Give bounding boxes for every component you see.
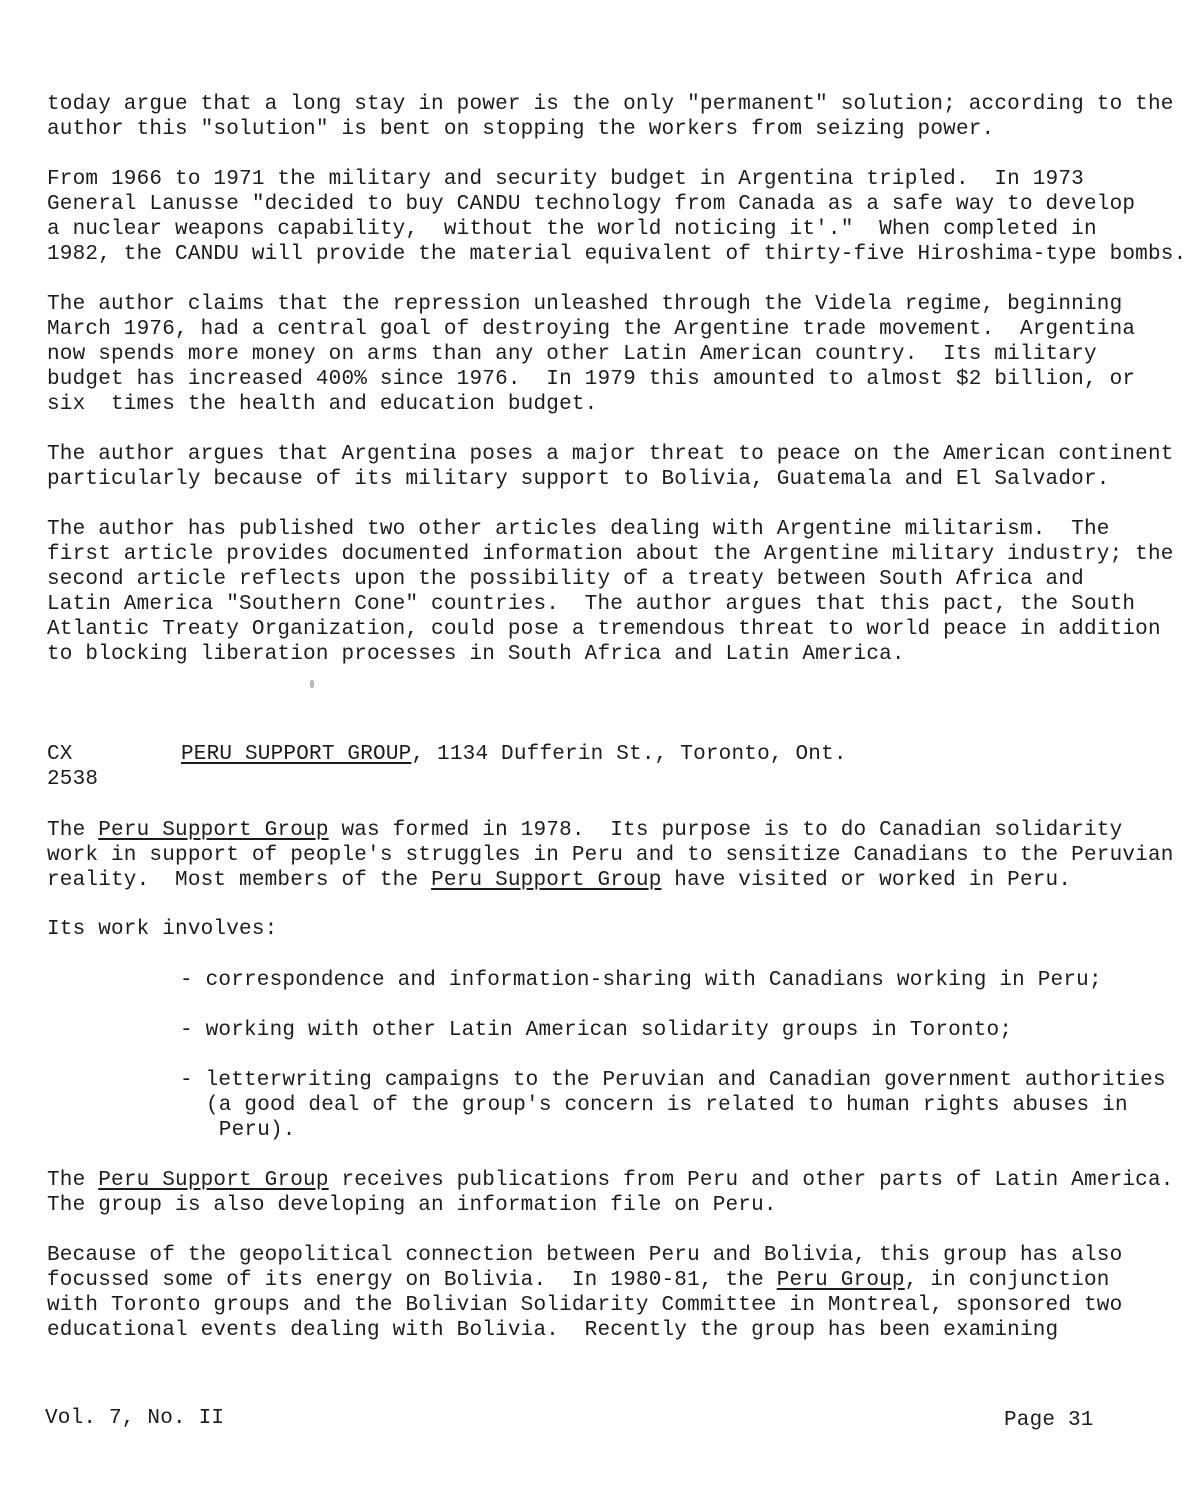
text-line: second article reflects upon the possibility of a treaty between South Africa and — [47, 568, 1084, 591]
text-line: reality. Most members of the Peru Support Group have visited or worked in Peru. — [47, 869, 1072, 892]
peru-group-underlined: Peru Group — [776, 1269, 905, 1292]
text-line: From 1966 to 1971 the military and security budget in Argentina tripled. In 1973 — [47, 168, 1084, 191]
scan-speck — [310, 680, 314, 688]
entry-code-prefix: CX — [47, 743, 73, 766]
text-line: Its work involves: — [47, 918, 278, 941]
text-line: March 1976, had a central goal of destroying the Argentine trade movement. Argentina — [47, 318, 1136, 341]
text-line: work in support of people's struggles in Peru and to sensitize Canadians to the Peruvian — [47, 844, 1174, 867]
organization-heading — [181, 742, 847, 767]
text-line: The author has published two other articles dealing with Argentine militarism. The — [47, 518, 1110, 541]
text-line: The author claims that the repression unleashed through the Videla regime, beginning — [47, 293, 1123, 316]
paragraph-military-budget — [47, 167, 1186, 267]
footer-volume: Vol. 7, No. II — [45, 1407, 225, 1430]
text-line: focussed some of its energy on Bolivia. In 1980-81, the Peru Group, in conjunction — [47, 1269, 1110, 1292]
list-item-correspondence — [180, 968, 1160, 993]
group-name-underlined: Peru Support Group — [431, 869, 662, 892]
organization-name: PERU SUPPORT GROUP — [181, 743, 412, 766]
list-item-solidarity-groups — [180, 1018, 1160, 1043]
text-line: Atlantic Treaty Organization, could pose a tremendous threat to world peace in addition — [47, 618, 1161, 641]
group-name-underlined: Peru Support Group — [98, 1169, 329, 1192]
text-line: Peru). — [206, 1119, 296, 1142]
text-line: - letterwriting campaigns to the Peruvian and Canadian government authorities — [180, 1069, 1166, 1092]
text-line: particularly because of its military support to Bolivia, Guatemala and El Salvador. — [47, 468, 1110, 491]
text-line: author this "solution" is bent on stopping the workers from seizing power. — [47, 118, 995, 141]
text-line: The author argues that Argentina poses a major threat to peace on the American continent — [47, 443, 1174, 466]
text-line: - working with other Latin American solidarity groups in Toronto; — [180, 1019, 1013, 1042]
paragraph-peru-purpose — [47, 818, 1174, 893]
paragraph-videla-regime — [47, 292, 1157, 417]
text-line: General Lanusse "decided to buy CANDU technology from Canada as a safe way to develop — [47, 193, 1136, 216]
paragraph-threat-to-peace — [47, 442, 1174, 492]
group-name-underlined: Peru Support Group — [98, 819, 329, 842]
paragraph-permanent-solution — [47, 92, 1174, 142]
paragraph-publications — [47, 1168, 1174, 1218]
entry-code — [47, 742, 98, 792]
entry-code-number: 2538 — [47, 768, 99, 791]
text-line: (a good deal of the group's concern is related to human rights abuses in — [206, 1094, 1128, 1117]
list-item-letterwriting — [180, 1068, 1166, 1143]
text-line: to blocking liberation processes in South Africa and Latin America. — [47, 643, 905, 666]
footer-page-number: Page 31 — [1004, 1409, 1094, 1432]
paragraph-bolivia — [47, 1243, 1157, 1343]
paragraph-work-involves — [47, 917, 1157, 942]
text-line: a nuclear weapons capability, without the world noticing it'." When completed in — [47, 218, 1097, 241]
text-line: budget has increased 400% since 1976. In 1979 this amounted to almost $2 billion, or — [47, 368, 1136, 391]
text-line: six times the health and education budget. — [47, 393, 598, 416]
text-line: today argue that a long stay in power is the only "permanent" solution; according to the — [47, 93, 1174, 116]
paragraph-other-articles — [47, 517, 1174, 667]
text-line: first article provides documented information about the Argentine military industry; the — [47, 543, 1174, 566]
text-line: 1982, the CANDU will provide the material equivalent of thirty-five Hiroshima-type bombs. — [47, 243, 1186, 266]
text-line: - correspondence and information-sharing with Canadians working in Peru; — [180, 969, 1102, 992]
text-line: The Peru Support Group was formed in 1978. Its purpose is to do Canadian solidarity — [47, 819, 1123, 842]
text-line: now spends more money on arms than any other Latin American country. Its military — [47, 343, 1097, 366]
text-line: with Toronto groups and the Bolivian Solidarity Committee in Montreal, sponsored two — [47, 1294, 1123, 1317]
organization-address: , 1134 Dufferin St., Toronto, Ont. — [411, 743, 847, 766]
text-line: The group is also developing an information file on Peru. — [47, 1194, 777, 1217]
text-line: Because of the geopolitical connection between Peru and Bolivia, this group has also — [47, 1244, 1123, 1267]
text-line: educational events dealing with Bolivia. Recently the group has been examining — [47, 1319, 1059, 1342]
text-line: The Peru Support Group receives publications from Peru and other parts of Latin America. — [47, 1169, 1174, 1192]
text-line: Latin America "Southern Cone" countries. The author argues that this pact, the South — [47, 593, 1136, 616]
